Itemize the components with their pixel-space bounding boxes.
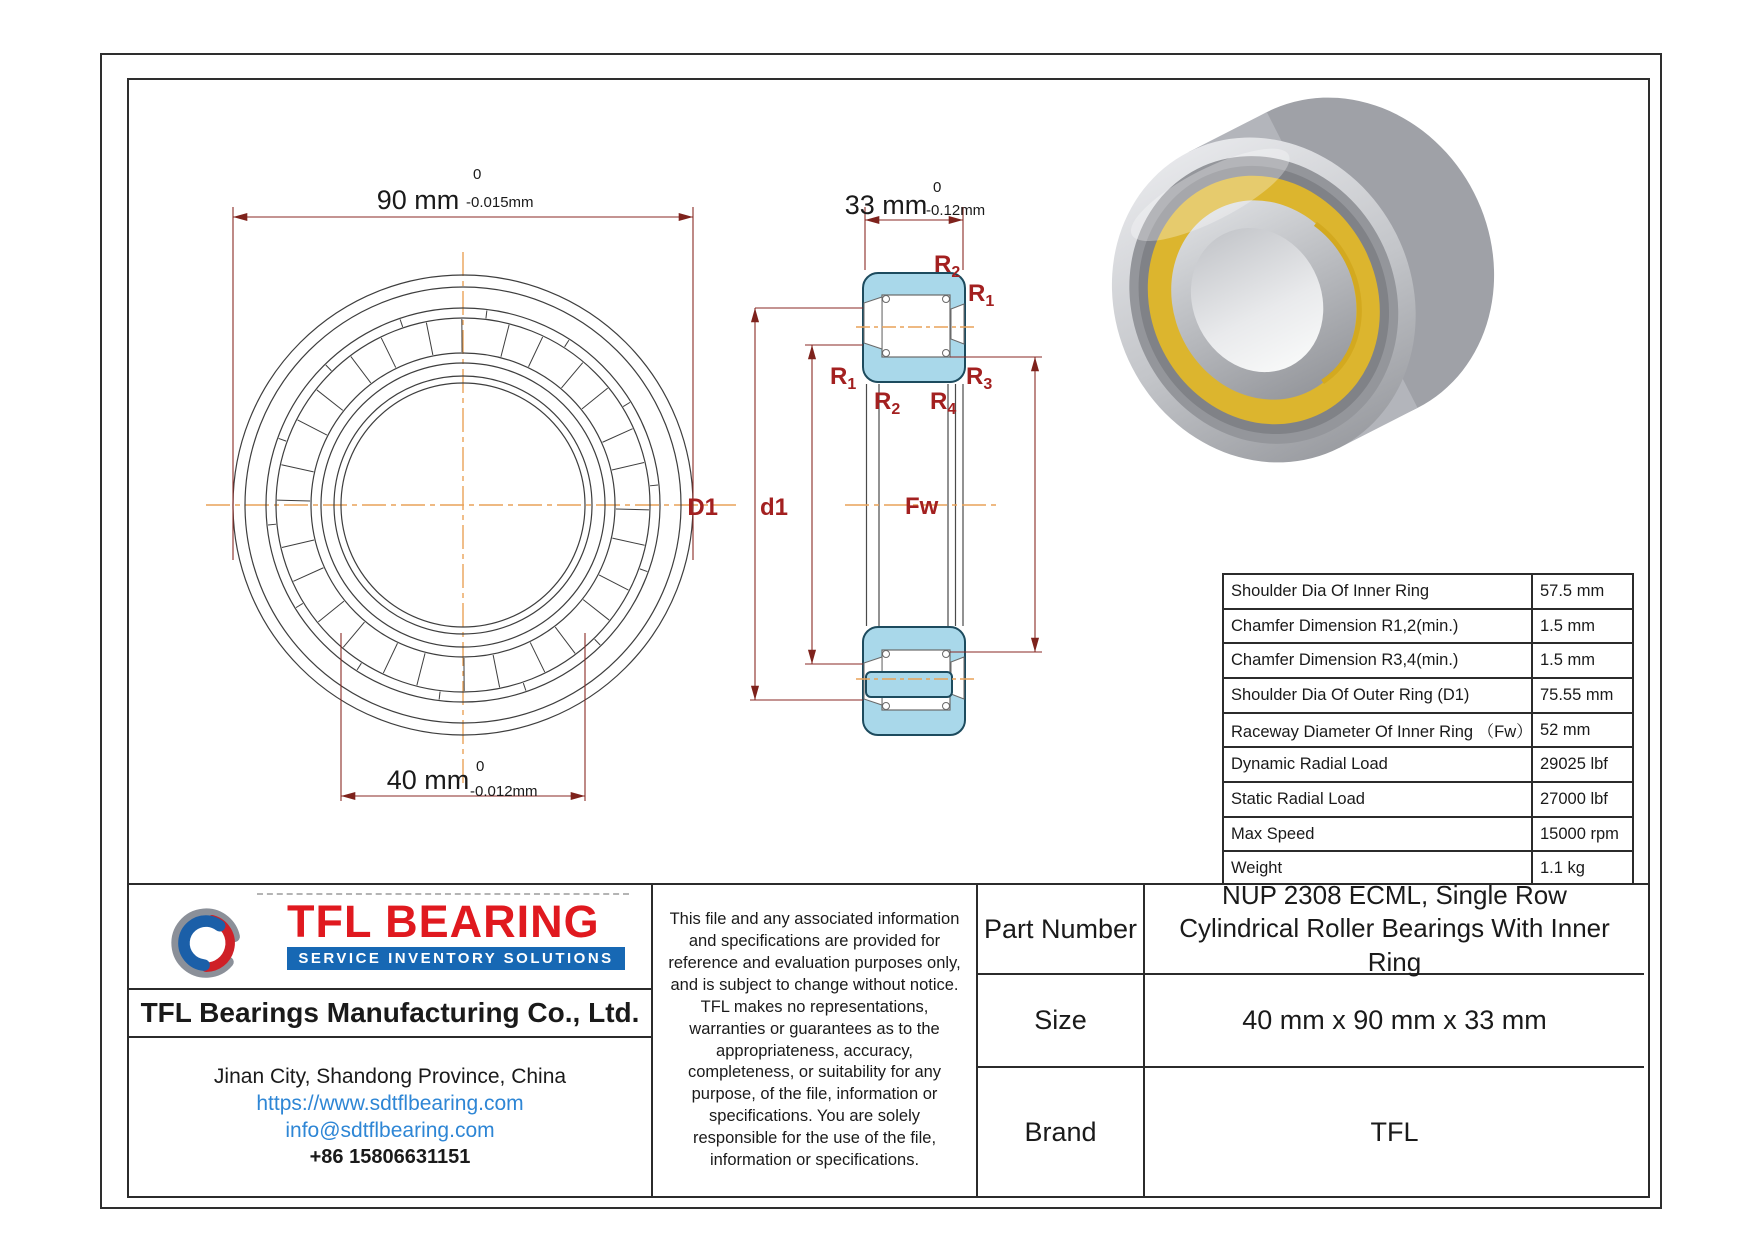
dim-bore-tol-top: 0 (476, 758, 485, 775)
scan-artifact-dashes (257, 893, 629, 895)
part-number-label: Part Number (978, 885, 1145, 975)
spec-label: Max Speed (1224, 818, 1533, 851)
logo-brand-text: TFL BEARING (287, 896, 600, 947)
phone-number: +86 15806631151 (309, 1146, 471, 1168)
label-r2-top: $R_2$ (934, 251, 961, 281)
spec-label: Shoulder Dia Of Outer Ring (D1) (1224, 679, 1533, 712)
dim-bore-value: 40 mm (386, 765, 470, 795)
spec-value: 27000 lbf (1540, 789, 1608, 808)
table-row (1224, 677, 1632, 712)
label-Fw: Fw (905, 493, 939, 520)
table-row (1224, 575, 1632, 608)
dim-width-tol-top: 0 (933, 179, 942, 196)
spec-label: Static Radial Load (1224, 783, 1533, 816)
company-address: Jinan City, Shandong Province, China (213, 1065, 567, 1088)
email-link[interactable]: info@sdtflbearing.com (285, 1119, 495, 1142)
table-row (1224, 781, 1632, 816)
table-row (1224, 816, 1632, 851)
company-logo (159, 897, 629, 983)
disclaimer-text: This file and any associated information and specifications are provided for reference and evaluation purposes only, and is subject to change without notice. TFL makes no representations, warranties or guarantees as to the appropriateness, accuracy, completeness, or suitability for any purpose, of the file, information or specifications. You are solely responsible for the use of the file, information or specifications. (668, 909, 961, 1170)
label-r3-right: $R_3$ (966, 363, 993, 393)
dim-bore-tol-bottom: -0.012mm (470, 783, 538, 800)
spec-label: Dynamic Radial Load (1224, 748, 1533, 781)
spec-label: Chamfer Dimension R3,4(min.) (1224, 644, 1533, 677)
dim-outer-tol-bottom: -0.015mm (466, 194, 534, 211)
title-block (127, 880, 1650, 1198)
logo-tagline-bar: SERVICE INVENTORY SOLUTIONS (287, 947, 625, 970)
roller-top (882, 295, 950, 357)
spec-value: 1.1 kg (1540, 859, 1585, 878)
label-D1: D1 (687, 494, 718, 521)
website-link[interactable]: https://www.sdtflbearing.com (256, 1092, 524, 1115)
brand-label: Brand (978, 1068, 1145, 1196)
spec-label: Chamfer Dimension R1,2(min.) (1224, 610, 1533, 643)
dim-width-tol-bottom: -0.12mm (926, 202, 986, 219)
bearing-3d-render (1057, 45, 1550, 515)
label-r2-bottom: $R_2$ (874, 388, 901, 418)
spec-value: 57.5 mm (1540, 581, 1605, 600)
part-number-value: NUP 2308 ECML, Single Row Cylindrical Roller Bearings With Inner Ring (1145, 885, 1644, 975)
spec-label: Weight (1224, 852, 1533, 885)
table-row (1224, 642, 1632, 677)
spec-value: 1.5 mm (1540, 651, 1596, 670)
table-row (1224, 608, 1632, 643)
spec-value: 29025 lbf (1540, 755, 1608, 774)
company-name: TFL Bearings Manufacturing Co., Ltd. (140, 997, 640, 1028)
size-value: 40 mm x 90 mm x 33 mm (1145, 975, 1644, 1068)
inner-ring-rib (866, 672, 952, 697)
spec-label: Raceway Diameter Of Inner Ring （Fw） (1224, 714, 1533, 747)
spec-value: 15000 rpm (1540, 824, 1619, 843)
label-d1: d1 (759, 494, 788, 521)
tfl-swirl-icon (164, 899, 248, 983)
brand-value: TFL (1370, 1116, 1419, 1147)
spec-label: Shoulder Dia Of Inner Ring (1224, 575, 1533, 608)
company-name-cell (129, 990, 653, 1038)
dim-width-value: 33 mm (844, 190, 928, 220)
table-row (1224, 746, 1632, 781)
label-r1-top: $R_1$ (968, 280, 995, 310)
size-label: Size (978, 975, 1145, 1068)
dim-outer-value: 90 mm (376, 185, 460, 215)
spec-value: 52 mm (1540, 720, 1591, 739)
spec-value: 75.55 mm (1540, 685, 1614, 704)
spec-value: 1.5 mm (1540, 616, 1596, 635)
dim-outer-tol-top: 0 (473, 166, 482, 183)
table-row (1224, 712, 1632, 747)
company-contact-cell (129, 1038, 653, 1196)
label-r1-left: $R_1$ (830, 363, 857, 393)
dim-section-width (845, 179, 985, 270)
disclaimer-cell (653, 885, 978, 1196)
logo-cell (129, 885, 653, 990)
spec-table (1222, 573, 1634, 887)
label-r4-bottom: $R_4$ (930, 388, 957, 418)
front-view (206, 252, 736, 788)
